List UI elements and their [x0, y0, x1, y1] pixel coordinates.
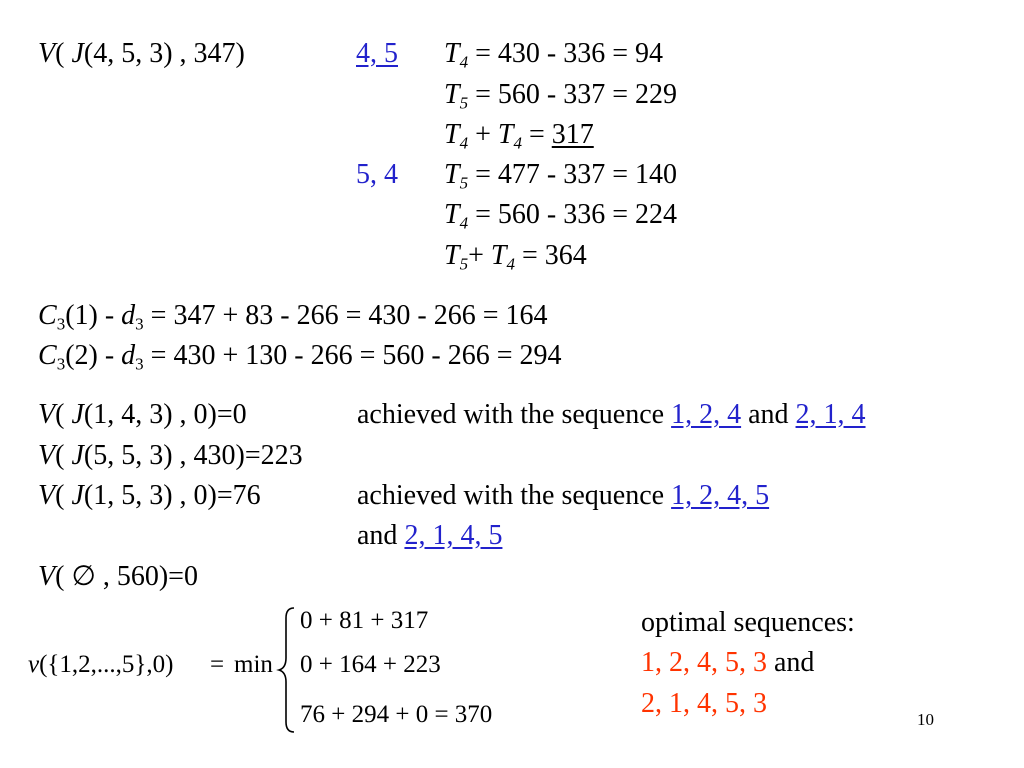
v-symbol: V — [38, 440, 56, 471]
sequence-1-2-4: 1, 2, 4 — [671, 399, 742, 430]
t5-line — [444, 79, 677, 111]
paren: ( — [55, 399, 72, 430]
t-subscript: 4 — [513, 133, 522, 153]
and-text: and — [357, 520, 405, 551]
t-symbol: T — [444, 79, 460, 110]
paren: ( — [55, 38, 72, 69]
and-line — [357, 520, 502, 552]
t-symbol: T — [497, 119, 514, 150]
and-text: and — [767, 647, 815, 678]
case-3: 76 + 294 + 0 = 370 — [300, 701, 493, 728]
paren: ( — [55, 440, 72, 471]
lhs-args: ({1,2,...,5},0) — [39, 651, 174, 678]
args: (5, 5, 3) , 430)=223 — [83, 440, 303, 471]
value-function-j153 — [38, 480, 261, 512]
j-symbol: J — [71, 38, 84, 69]
formula-equals: = — [210, 651, 225, 678]
args: (1, 5, 3) , 0)=76 — [83, 480, 261, 511]
t-symbol: T — [444, 119, 460, 150]
sequence-1-2-4-5: 1, 2, 4, 5 — [671, 480, 770, 511]
case-2: 0 + 164 + 223 — [300, 651, 441, 678]
paren: ( — [55, 561, 72, 592]
optimal-seq-line-1 — [641, 647, 814, 679]
t-sum-line-b — [444, 240, 587, 272]
t-expression: = 560 - 336 = 224 — [468, 199, 677, 230]
c-subscript: 3 — [56, 314, 66, 334]
c-expression: = 430 + 130 - 266 = 560 - 266 = 294 — [143, 340, 562, 371]
t-symbol: T — [444, 240, 460, 271]
v-symbol: V — [38, 38, 56, 69]
d-subscript: 3 — [135, 314, 144, 334]
v-symbol: V — [38, 399, 56, 430]
formula-min: min — [234, 651, 273, 678]
args: (1, 4, 3) , 0)=0 — [83, 399, 247, 430]
paren: ( — [55, 480, 72, 511]
value-function-j553 — [38, 440, 303, 472]
optimal-sequence-2: 2, 1, 4, 5, 3 — [641, 688, 767, 719]
d-subscript: 3 — [135, 354, 144, 374]
c3-2-line — [38, 340, 561, 372]
j-symbol: J — [71, 480, 84, 511]
value-function-j143 — [38, 399, 247, 431]
sequence-4-5: 4, 5 — [356, 38, 398, 69]
c-expression: = 347 + 83 - 266 = 430 - 266 = 164 — [143, 300, 548, 331]
achieved-line-2 — [357, 480, 769, 512]
t-subscript: 4 — [506, 254, 515, 274]
t4-line-b — [444, 199, 677, 231]
optimal-heading: optimal sequences: — [641, 607, 855, 638]
achieved-line-1 — [357, 399, 866, 431]
t-subscript: 5 — [459, 93, 469, 113]
t-expression: = 430 - 336 = 94 — [468, 38, 663, 69]
achieved-text: achieved with the sequence — [357, 399, 672, 430]
t-subscript: 5 — [459, 254, 469, 274]
equals: = — [521, 119, 552, 150]
c-subscript: 3 — [56, 354, 66, 374]
t-subscript: 5 — [459, 173, 469, 193]
t-subscript: 4 — [459, 52, 469, 72]
t5-line-b — [444, 159, 677, 191]
t-subscript: 4 — [459, 213, 469, 233]
sum-value: 364 — [544, 240, 587, 271]
d-symbol: d — [121, 340, 136, 371]
c3-1-line — [38, 300, 547, 332]
v-symbol: V — [38, 480, 56, 511]
t-symbol: T — [444, 159, 460, 190]
value-function-empty — [38, 561, 198, 593]
t-expression: = 477 - 337 = 140 — [468, 159, 677, 190]
left-brace-icon — [276, 606, 298, 734]
achieved-text: achieved with the sequence — [357, 480, 672, 511]
sequence-5-4: 5, 4 — [356, 159, 398, 190]
t-sum-line-a — [444, 119, 594, 151]
plus: + — [468, 240, 491, 271]
args: , 560)=0 — [95, 561, 198, 592]
formula-lhs — [28, 650, 174, 680]
t-symbol: T — [490, 240, 507, 271]
and-text: and — [741, 399, 796, 430]
page-number: 10 — [917, 710, 934, 729]
c-arg: (1) - — [65, 300, 122, 331]
plus: + — [468, 119, 498, 150]
equals: = — [514, 240, 545, 271]
t-expression: = 560 - 337 = 229 — [468, 79, 677, 110]
c-symbol: C — [38, 300, 57, 331]
sum-value: 317 — [551, 119, 594, 150]
j-symbol: J — [71, 399, 84, 430]
sequence-2-1-4-5: 2, 1, 4, 5 — [404, 520, 503, 551]
value-function-j453 — [38, 38, 245, 70]
t-symbol: T — [444, 199, 460, 230]
t4-line — [444, 38, 663, 70]
v-symbol: V — [38, 561, 56, 592]
v-symbol: v — [28, 651, 40, 678]
args: (4, 5, 3) , 347) — [83, 38, 245, 69]
optimal-sequence-1: 1, 2, 4, 5, 3 — [641, 647, 767, 678]
sequence-2-1-4: 2, 1, 4 — [795, 399, 866, 430]
c-symbol: C — [38, 340, 57, 371]
empty-set-symbol: ∅ — [71, 561, 96, 592]
t-symbol: T — [444, 38, 460, 69]
c-arg: (2) - — [65, 340, 122, 371]
t-subscript: 4 — [459, 133, 469, 153]
d-symbol: d — [121, 300, 136, 331]
case-1: 0 + 81 + 317 — [300, 607, 429, 634]
j-symbol: J — [71, 440, 84, 471]
